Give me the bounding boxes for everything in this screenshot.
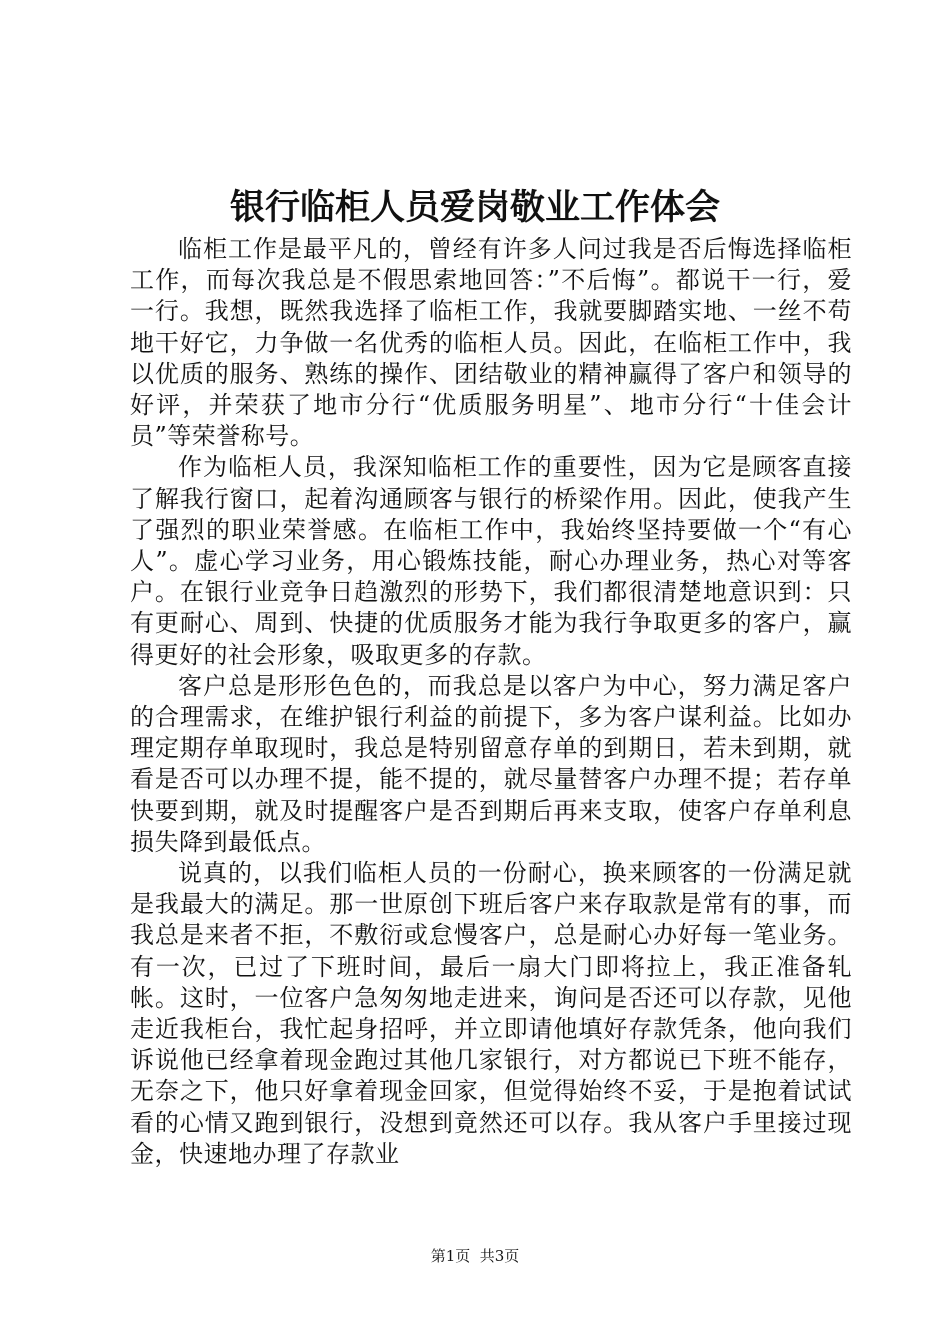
paragraph: 说真的，以我们临柜人员的一份耐心，换来顾客的一份满足就是我最大的满足。那一世原创下班后客户来存取款是常有的事，而我总是来者不拒，不敷衍或怠慢客户，总是耐心办好每一笔业务。有一次，已过了下班时间，最后一扇大门即将拉上，我正准备轧帐。这时，一位客户急匆匆地走进来，询问是否还可以存款，见他走近我柜台，我忙起身招呼，并立即请他填好存款凭条，他向我们诉说他已经拿着现金跑过其他几家银行，对方都说已下班不能存，无奈之下，他只好拿着现金回家，但觉得始终不妥，于是抱着试试看的心情又跑到银行，没想到竟然还可以存。我从客户手里接过现金，快速地办理了存款业 bbox=[130, 859, 852, 1168]
paragraph: 客户总是形形色色的，而我总是以客户为中心，努力满足客户的合理需求，在维护银行利益的前提下，多为客户谋利益。比如办理定期存单取现时，我总是特别留意存单的到期日，若未到期，就看是否可以办理不提，能不提的，就尽量替客户办理不提；若存单快要到期，就及时提醒客户是否到期后再来支取，使客户存单利息损失降到最低点。 bbox=[130, 671, 852, 856]
page-footer bbox=[0, 1246, 950, 1266]
document-title: 银行临柜人员爱岗敬业工作体会 bbox=[229, 187, 720, 228]
page-number: 第1页 共3页 bbox=[430, 1247, 520, 1265]
paragraph: 临柜工作是最平凡的，曾经有许多人问过我是否后悔选择临柜工作，而每次我总是不假思索地回答：”不后悔”。都说干一行，爱一行。我想，既然我选择了临柜工作，我就要脚踏实地、一丝不苟地干好它，力争做一名优秀的临柜人员。因此，在临柜工作中，我以优质的服务、熟练的操作、团结敬业的精神赢得了客户和领导的好评，并荣获了地市分行“优质服务明星”、地市分行“十佳会计员”等荣誉称号。 bbox=[130, 235, 852, 451]
paragraph: 作为临柜人员，我深知临柜工作的重要性，因为它是顾客直接了解我行窗口，起着沟通顾客与银行的桥梁作用。因此，使我产生了强烈的职业荣誉感。在临柜工作中，我始终坚持要做一个“有心人”。虚心学习业务，用心锻炼技能，耐心办理业务，热心对等客户。在银行业竞争日趋激烈的形势下，我们都很清楚地意识到：只有更耐心、周到、快捷的优质服务才能为我行争取更多的客户，赢得更好的社会形象，吸取更多的存款。 bbox=[130, 453, 852, 669]
document-body bbox=[130, 234, 852, 1170]
